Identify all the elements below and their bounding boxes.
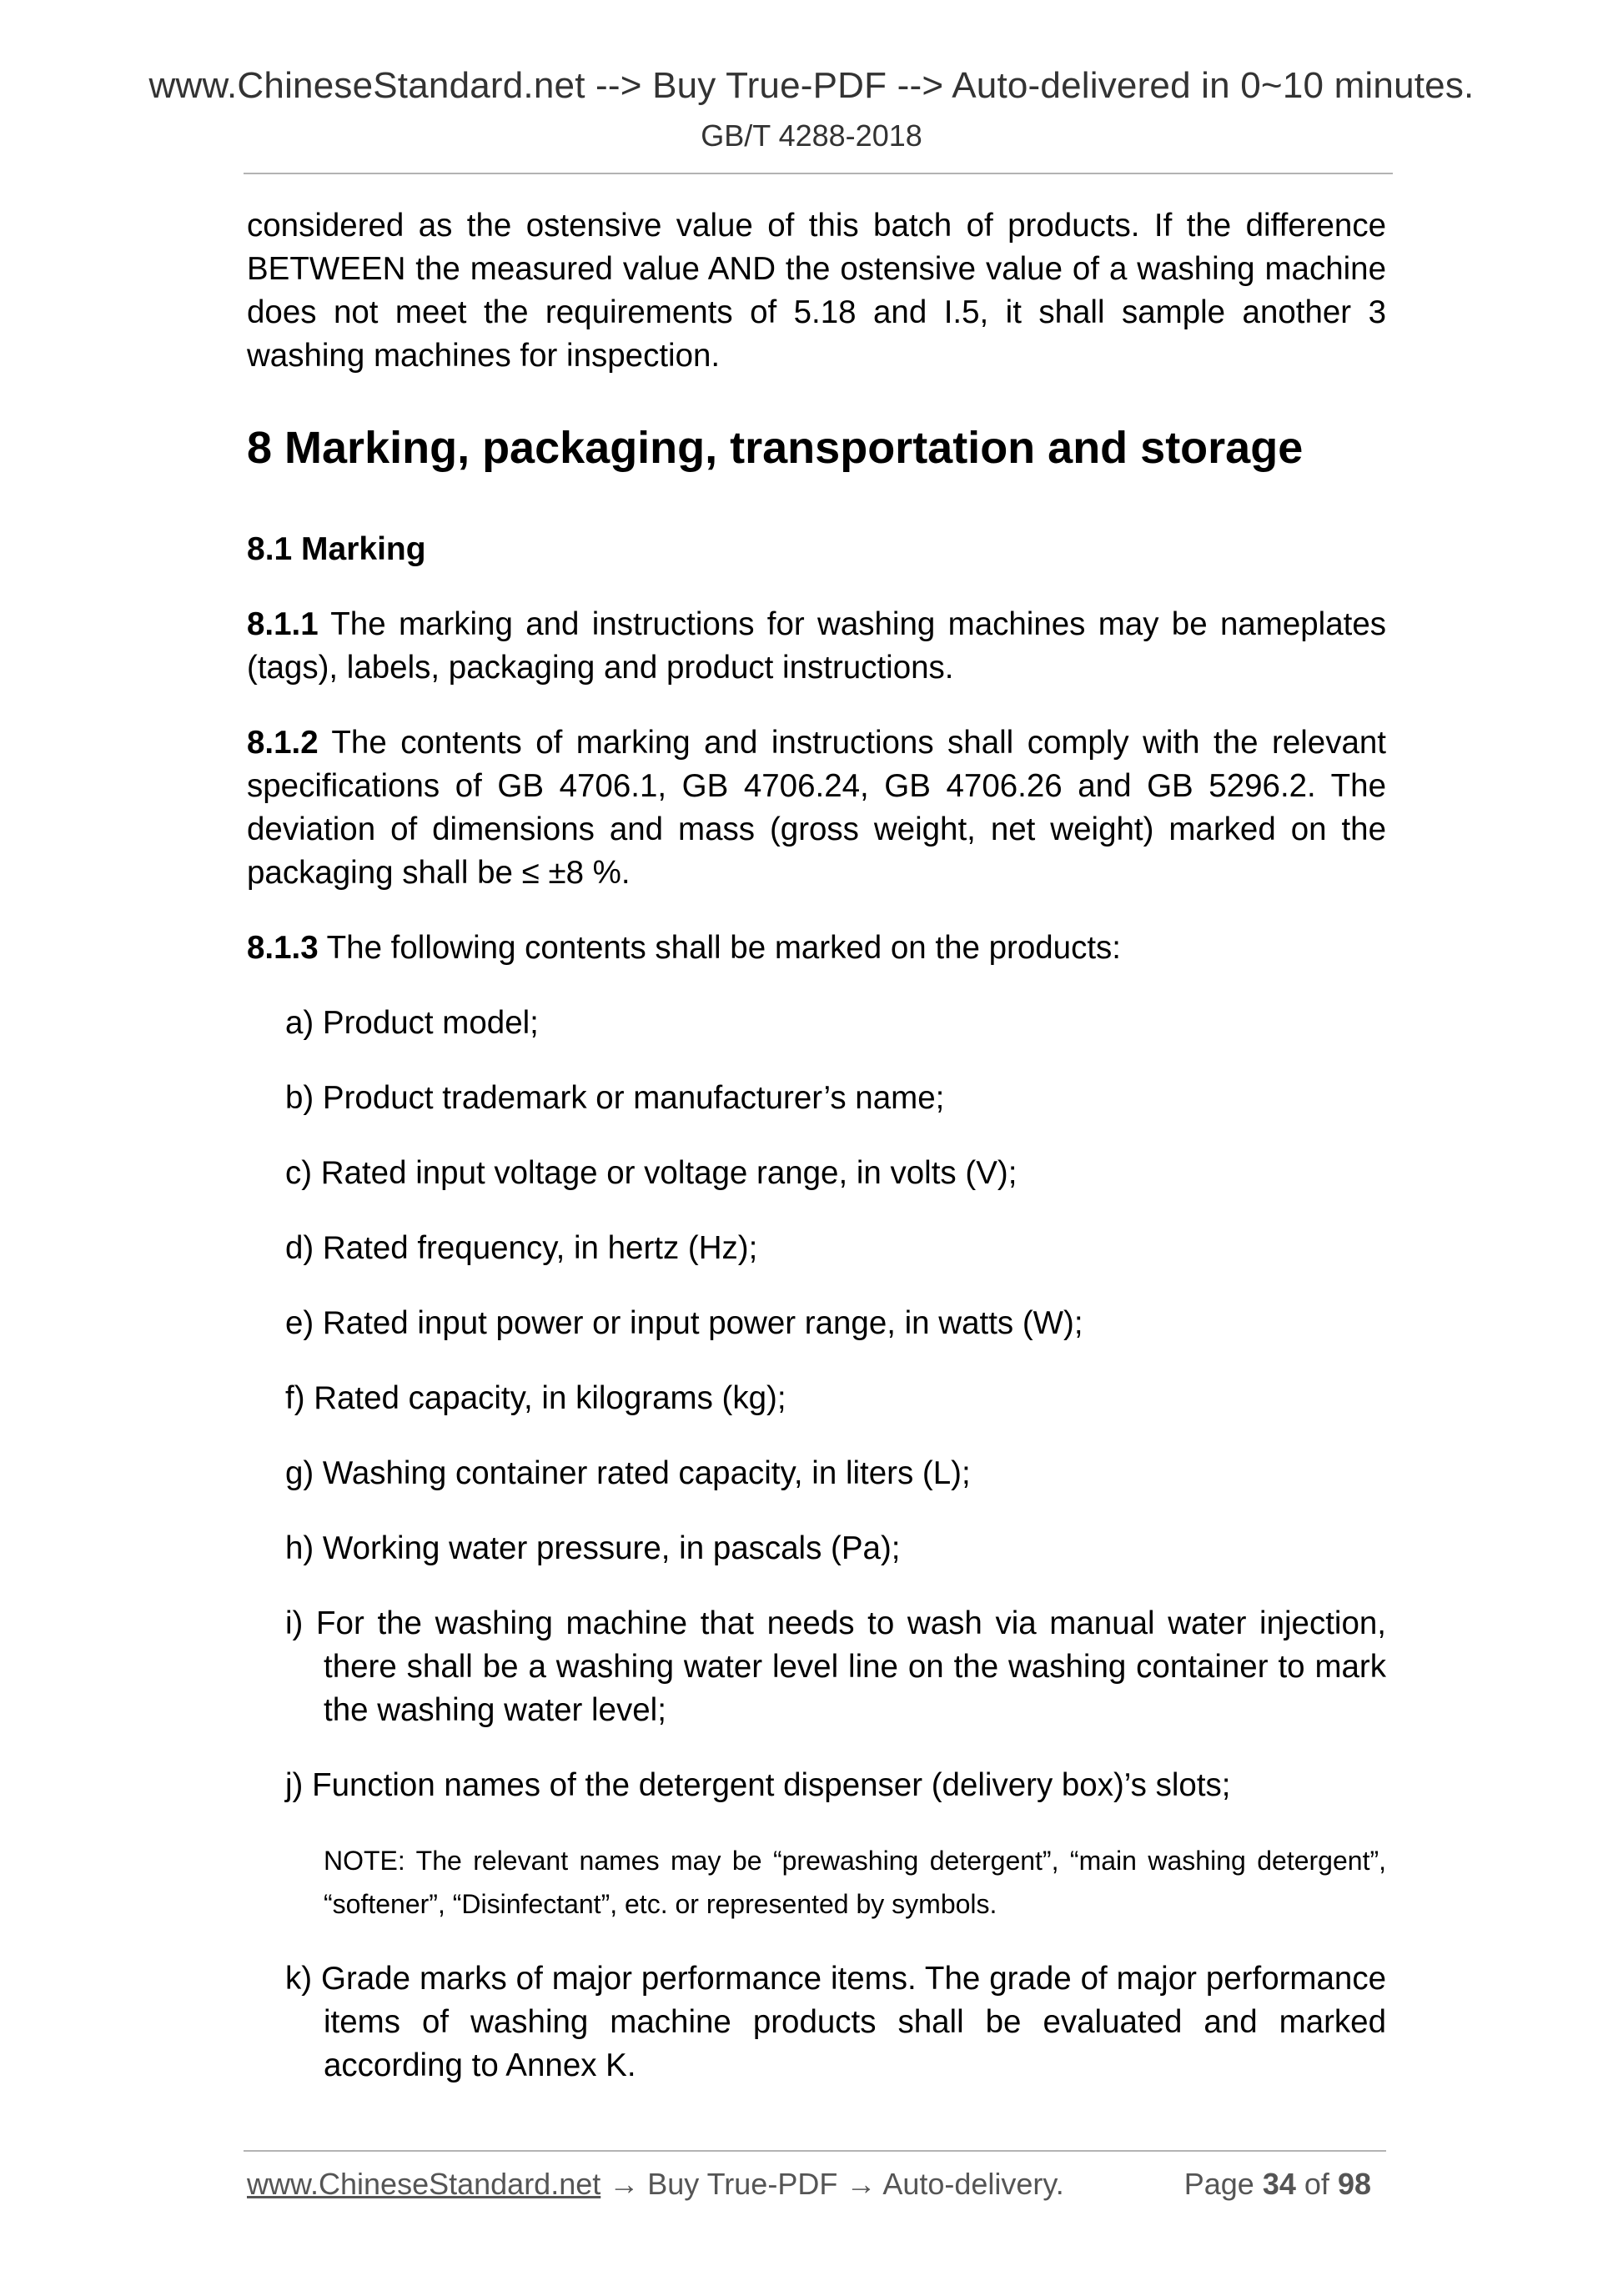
list-item-c: c) Rated input voltage or voltage range, in volts (V); bbox=[285, 1155, 1018, 1191]
subsection-heading: 8.1 Marking bbox=[247, 531, 426, 567]
list-item-j: j) Function names of the detergent dispenser (delivery box)’s slots; bbox=[285, 1767, 1231, 1803]
clause-8-1-2 bbox=[247, 721, 1386, 895]
clause-number: 8.1.3 bbox=[247, 930, 319, 966]
clause-number: 8.1.2 bbox=[247, 725, 319, 761]
intro-paragraph: considered as the ostensive value of this batch of products. If the difference BETWEEN the measured value AND the ostensive value of a washing machine does not meet the requirements of 5.18 and I.5, it shall sample another 3 washing machines for inspection. bbox=[247, 208, 1386, 374]
list-item-d: d) Rated frequency, in hertz (Hz); bbox=[285, 1230, 758, 1266]
list-item-k: k) Grade marks of major performance items. The grade of major performance items of washing machine products shall be evaluated and marked according to Annex K. bbox=[285, 1961, 1386, 2083]
clause-number: 8.1.1 bbox=[247, 606, 319, 642]
header-banner: www.ChineseStandard.net --> Buy True-PDF --> Auto-delivered in 0~10 minutes. bbox=[148, 65, 1475, 106]
page-footer bbox=[247, 2167, 1386, 2202]
clause-text: The marking and instructions for washing machines may be nameplates (tags), labels, packaging and product instructions. bbox=[247, 606, 1386, 686]
page-total: 98 bbox=[1337, 2167, 1371, 2201]
clause-text: The contents of marking and instructions shall comply with the relevant specifications of GB 4706.1, GB 4706.24, GB 4706.26 and GB 5296.2. The deviation of dimensions and mass (gross weight, net weight) marked on the packaging shall be ≤ ±8 %. bbox=[247, 725, 1386, 891]
footer-site-link[interactable]: www.ChineseStandard.net bbox=[247, 2167, 601, 2201]
clause-8-1-3 bbox=[247, 927, 1386, 970]
list-item-g: g) Washing container rated capacity, in liters (L); bbox=[285, 1455, 971, 1491]
page-number: 34 bbox=[1262, 2167, 1296, 2201]
page-counter bbox=[1184, 2167, 1371, 2202]
list-item-a: a) Product model; bbox=[285, 1005, 539, 1041]
list-item-h: h) Working water pressure, in pascals (Pa); bbox=[285, 1530, 901, 1566]
clause-8-1-1 bbox=[247, 603, 1386, 690]
page-body bbox=[247, 204, 1386, 2119]
header-divider bbox=[244, 173, 1393, 174]
of-label: of bbox=[1304, 2167, 1329, 2201]
list-item-b: b) Product trademark or manufacturer’s name; bbox=[285, 1080, 945, 1116]
note-paragraph: NOTE: The relevant names may be “prewashing detergent”, “main washing detergent”, “softener”, “Disinfectant”, etc. or represented by symbols. bbox=[324, 1846, 1386, 1919]
list-item-f: f) Rated capacity, in kilograms (kg); bbox=[285, 1380, 786, 1416]
document-code: GB/T 4288-2018 bbox=[701, 118, 922, 153]
section-heading: 8 Marking, packaging, transportation and storage bbox=[247, 423, 1304, 473]
list-item-e: e) Rated input power or input power range, in watts (W); bbox=[285, 1305, 1083, 1341]
footer-divider bbox=[244, 2150, 1386, 2152]
page-label: Page bbox=[1183, 2167, 1254, 2201]
clause-text: The following contents shall be marked on the products: bbox=[318, 930, 1121, 966]
list-item-i: i) For the washing machine that needs to wash via manual water injection, there shall be a washing water level line on the washing container to mark the washing water level; bbox=[285, 1605, 1386, 1728]
footer-tagline: → Buy True-PDF → Auto-delivery. bbox=[600, 2167, 1064, 2201]
